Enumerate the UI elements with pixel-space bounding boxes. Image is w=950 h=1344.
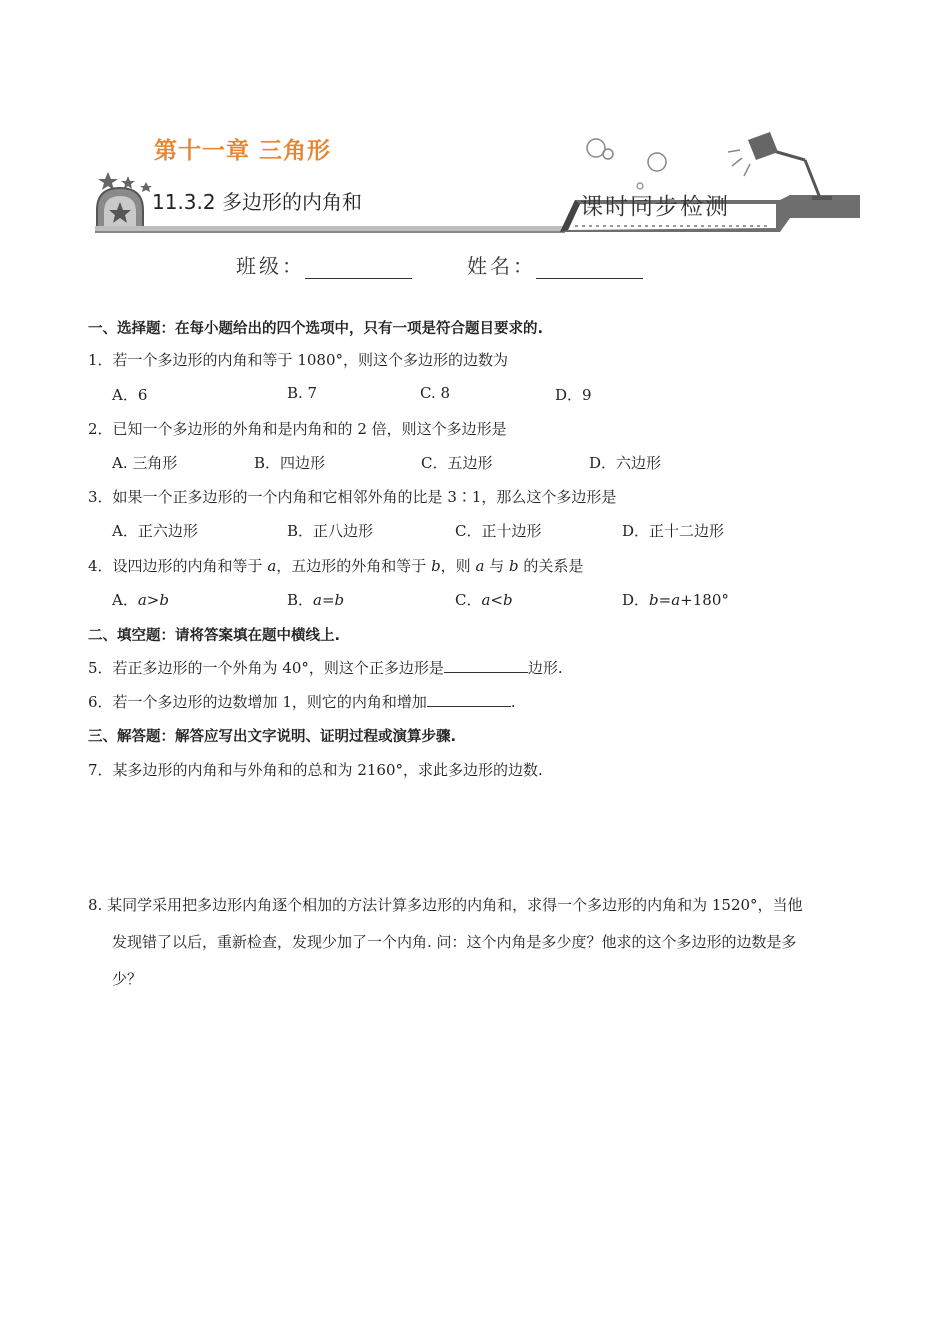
question-8-line-3: 少？ [112,970,143,988]
q4-var-a: a [267,557,277,575]
q4-a-expr: a>b [137,591,169,609]
q4-var-b: b [431,557,441,575]
q4-option-c [455,589,513,610]
banner-graphic [0,0,950,240]
q4-text-4: 与 [484,557,509,575]
q4-option-b [287,589,344,610]
q4-d-eq: = [658,591,672,609]
section-heading-solve: 三、解答题：解答应写出文字说明、证明过程或演算步骤. [88,729,457,745]
q4-d-var-b: b [649,591,659,609]
q3-option-a: A．正六边形 [112,522,198,540]
class-label: 班级： [236,254,305,278]
q4-d-var-a: a [671,591,681,609]
class-blank[interactable] [305,258,412,279]
section-heading-choice: 一、选择题：在每小题给出的四个选项中，只有一项是符合题目要求的. [88,321,544,337]
name-label: 姓名： [467,254,536,278]
q2-option-b: B．四边形 [254,454,326,472]
q2-option-d: D．六边形 [589,454,662,472]
q4-a-prefix: A． [112,591,138,609]
q4-text-3: ，则 [440,557,476,575]
q4-d-rest: +180° [680,591,729,609]
q1-option-c: C. 8 [420,384,451,402]
q6-text: 6．若一个多边形的边数增加 1，则它的内角和增加 [88,693,427,711]
q3-option-d: D．正十二边形 [622,522,725,540]
chapter-title: 第十一章 三角形 [154,138,332,164]
question-1: 1．若一个多边形的内角和等于 1080°，则这个多边形的边数为 [88,351,508,369]
q4-b-prefix: B． [287,591,314,609]
section-title: 11.3.2 多边形的内角和 [152,190,362,214]
q4-option-a [112,589,169,610]
q1-option-a: A．6 [112,386,148,404]
q3-option-b: B．正八边形 [287,522,374,540]
question-8-line-2: 发现错了以后，重新检查，发现少加了一个内角. 问：这个内角是多少度？他求的这个多边形的边数是多 [112,933,797,951]
header-banner [0,0,950,240]
q1-option-b: B. 7 [287,384,318,402]
question-4 [88,555,583,576]
q4-b-expr: a=b [313,591,345,609]
question-5 [88,657,563,678]
q6-answer-blank[interactable] [427,692,511,707]
q2-option-c: C．五边形 [421,454,493,472]
q5-text-end: 边形. [527,659,563,677]
name-blank[interactable] [536,258,643,279]
q3-option-c: C．正十边形 [455,522,542,540]
section-heading-fill: 二、填空题：请将答案填在题中横线上. [88,628,341,644]
q4-c-expr: a<b [481,591,513,609]
question-8-line-1: 8. 某同学采用把多边形内角逐个相加的方法计算多边形的内角和，求得一个多边形的内角和为 1520°，当他 [88,896,803,914]
q4-text-1: 4．设四边形的内角和等于 [88,557,268,575]
q4-text-2: ，五边形的外角和等于 [276,557,432,575]
q5-answer-blank[interactable] [444,658,528,673]
banner-title: 课时同步检测 [580,194,730,220]
desk-lamp-icon [770,150,832,198]
q4-var-a2: a [475,557,485,575]
question-3: 3．如果一个正多边形的一个内角和它相邻外角的比是 3∶1，那么这个多边形是 [88,488,617,506]
q4-option-d [622,589,729,610]
q4-var-b2: b [508,557,519,575]
question-7: 7．某多边形的内角和与外角和的总和为 2160°，求此多边形的边数. [88,761,543,779]
q4-text-5: 的关系是 [518,557,584,575]
q5-text: 5．若正多边形的一个外角为 40°，则这个正多边形是 [88,659,444,677]
class-field[interactable] [236,250,412,279]
question-6 [88,691,516,712]
question-2: 2．已知一个多边形的外角和是内角和的 2 倍，则这个多边形是 [88,420,507,438]
q2-option-a: A. 三角形 [112,454,178,472]
q1-option-d: D．9 [555,386,592,404]
q4-c-prefix: C． [455,591,482,609]
q6-text-end: . [510,693,516,711]
name-field[interactable] [467,250,643,279]
q4-d-prefix: D． [622,591,650,609]
